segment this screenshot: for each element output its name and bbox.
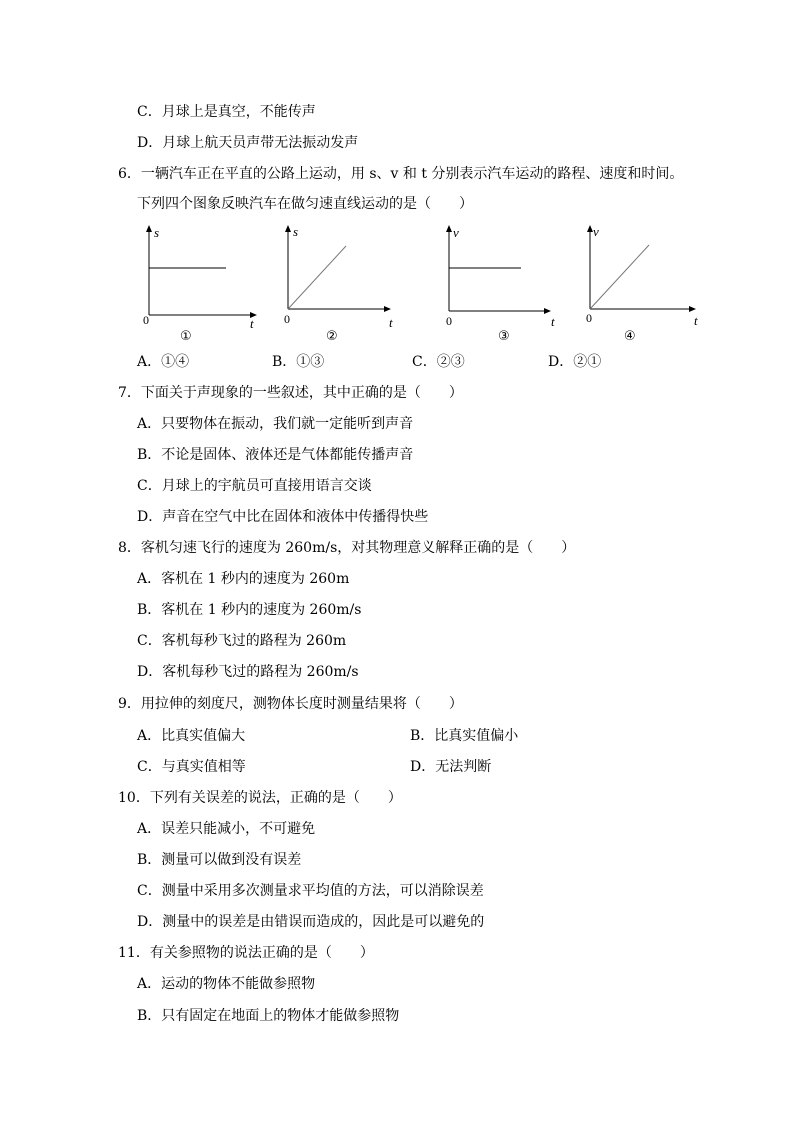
graph-3-origin: 0 (446, 314, 452, 328)
graph-1-origin: 0 (143, 313, 149, 327)
graph-1-xlabel: t (250, 316, 254, 331)
q7-option-b: B．不论是固体、液体还是气体都能传播声音 (137, 447, 414, 463)
graph-3-number: ③ (498, 329, 510, 344)
q7-option-a: A．只要物体在振动，我们就一定能听到声音 (137, 416, 414, 432)
q10-option-c: C．测量中采用多次测量求平均值的方法，可以消除误差 (137, 883, 484, 899)
q5-option-c: C．月球上是真空，不能传声 (137, 104, 316, 120)
graph-2-origin: 0 (284, 312, 290, 326)
q10-stem: 10．下列有关误差的说法，正确的是（ ） (118, 790, 402, 806)
graph-3-ylabel: v (453, 225, 459, 240)
q7-stem: 7．下面关于声现象的一些叙述，其中正确的是（ ） (118, 385, 463, 401)
q9-stem: 9．用拉伸的刻度尺，测物体长度时测量结果将（ ） (118, 696, 463, 712)
graph-2-number: ② (326, 329, 338, 344)
q9-option-b: B．比真实值偏小 (410, 728, 519, 744)
graph-3 (440, 225, 570, 349)
graph-3-xlabel: t (551, 314, 555, 329)
q11-stem: 11．有关参照物的说法正确的是（ ） (118, 945, 374, 961)
graph-2-xlabel: t (389, 315, 393, 330)
q6-stem-line2: 下列四个图象反映汽车在做匀速直线运动的是（ ） (137, 196, 473, 212)
graph-2 (279, 225, 409, 349)
q8-option-b: B．客机在 1 秒内的速度为 260m/s (137, 602, 362, 618)
q8-option-c: C．客机每秒飞过的路程为 260m (137, 633, 347, 649)
q6-option-c: C．②③ (412, 354, 465, 370)
q9-option-a: A．比真实值偏大 (137, 728, 246, 744)
q5-option-d: D．月球上航天员声带无法振动发声 (137, 135, 359, 151)
q6-stem: 6．一辆汽车正在平直的公路上运动，用 s、v 和 t 分别表示汽车运动的路程、速度和时间。 (118, 166, 684, 182)
graph-2-ylabel: s (293, 224, 299, 239)
q9-option-c: C．与真实值相等 (137, 759, 246, 775)
graph-4 (581, 225, 711, 349)
q6-option-d: D．②① (548, 354, 602, 370)
q10-option-d: D．测量中的误差是由错误而造成的，因此是可以避免的 (137, 914, 485, 930)
q8-option-d: D．客机每秒飞过的路程为 260m/s (137, 664, 359, 680)
graph-4-ylabel: v (593, 224, 599, 239)
graph-4-number: ④ (624, 329, 636, 344)
q8-option-a: A．客机在 1 秒内的速度为 260m (137, 571, 350, 587)
q11-option-a: A．运动的物体不能做参照物 (137, 976, 316, 992)
q6-option-a: A．①④ (137, 354, 190, 370)
q10-option-a: A．误差只能减小，不可避免 (137, 821, 316, 837)
graph-1 (140, 225, 270, 349)
q8-stem: 8．客机匀速飞行的速度为 260m/s，对其物理意义解释正确的是（ ） (118, 540, 576, 556)
q11-option-b: B．只有固定在地面上的物体才能做参照物 (137, 1008, 400, 1024)
q6-option-b: B．①③ (272, 354, 325, 370)
q9-option-d: D．无法判断 (410, 759, 492, 775)
graph-4-xlabel: t (694, 313, 698, 328)
graph-4-origin: 0 (586, 311, 592, 325)
q10-option-b: B．测量可以做到没有误差 (137, 852, 302, 868)
q7-option-c: C．月球上的宇航员可直接用语言交谈 (137, 478, 372, 494)
graph-1-number: ① (180, 329, 192, 344)
graph-1-ylabel: s (154, 225, 160, 240)
q7-option-d: D．声音在空气中比在固体和液体中传播得快些 (137, 509, 429, 525)
